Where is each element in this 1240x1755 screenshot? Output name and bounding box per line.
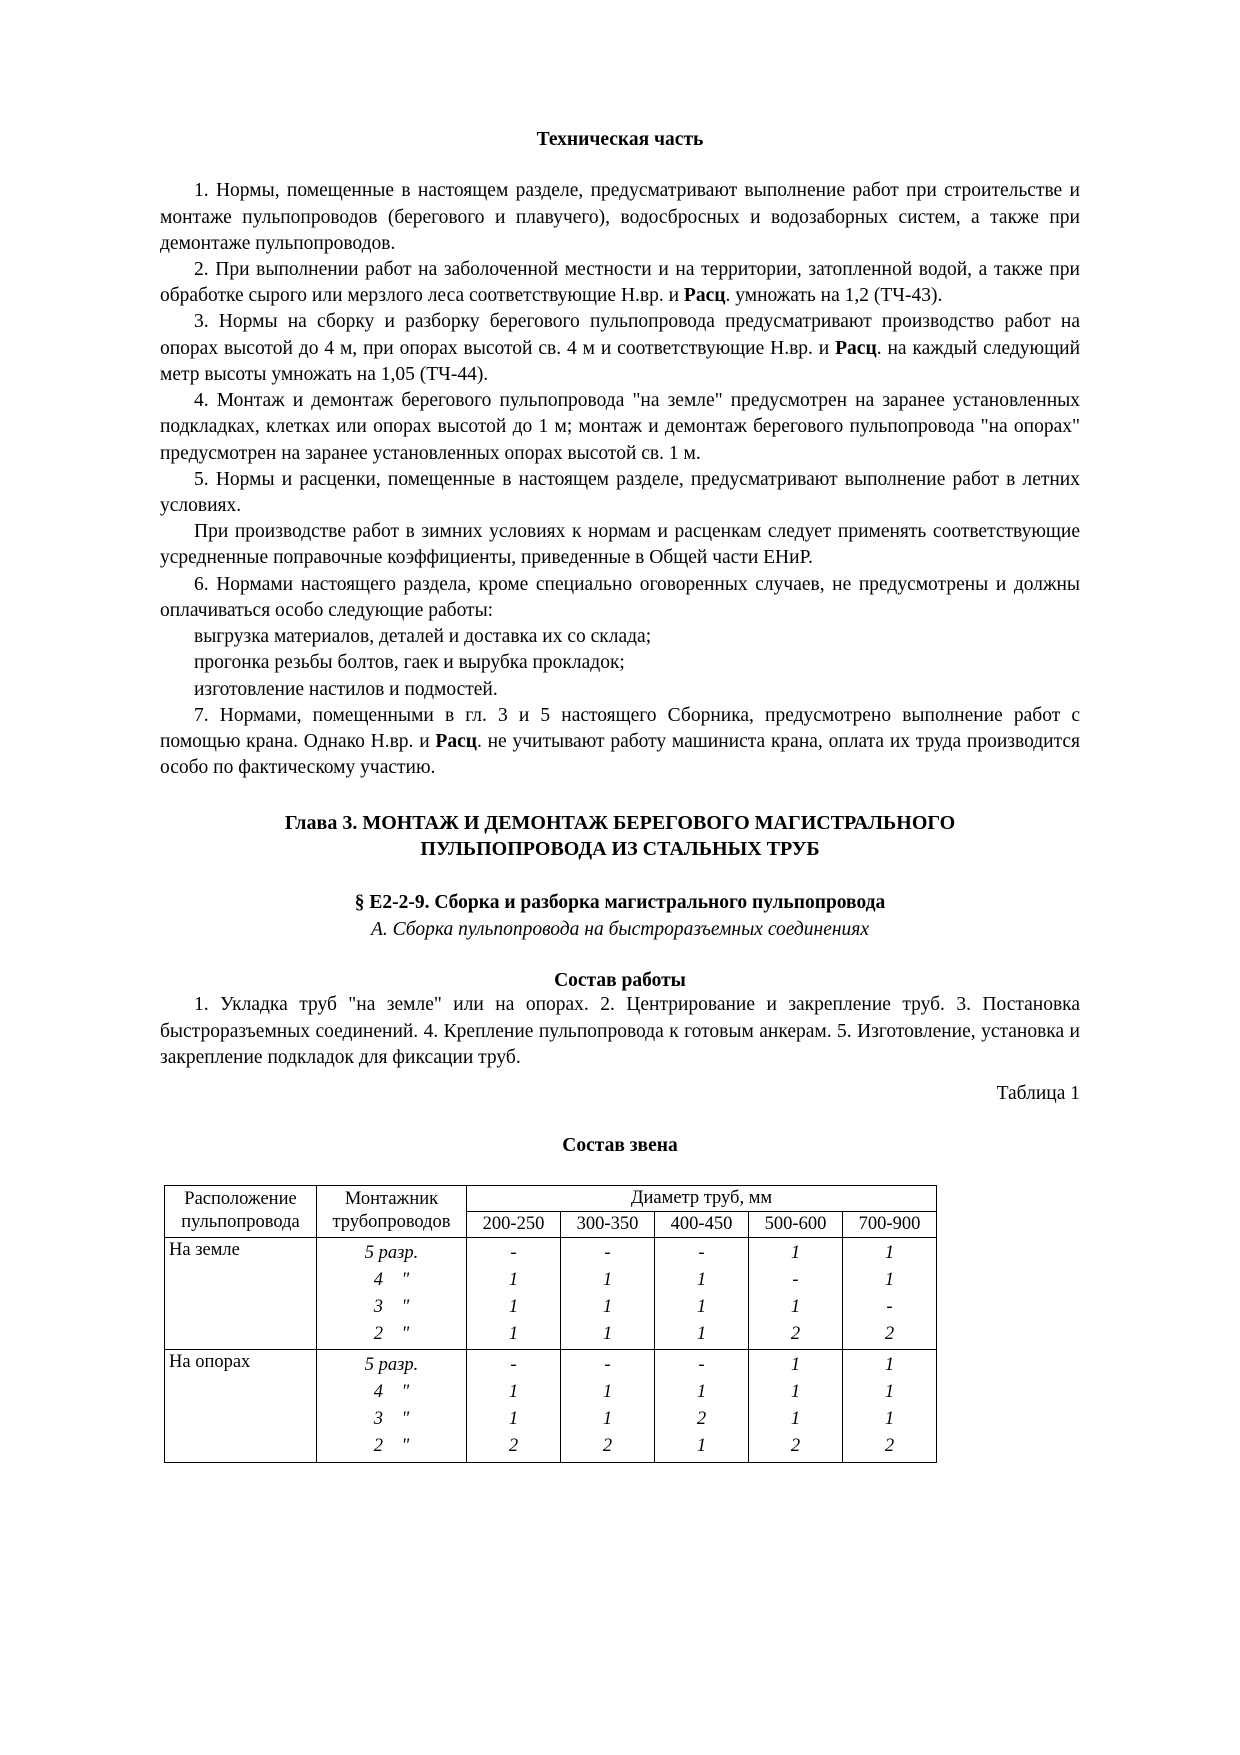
section-heading: § Е2-2-9. Сборка и разборка магистрального пульпопровода xyxy=(354,891,886,913)
rank-line: 5 разр. xyxy=(364,1355,419,1376)
table-number-label: Таблица 1 xyxy=(996,1083,1080,1105)
value-line: - xyxy=(886,1296,893,1317)
value-line: 2 xyxy=(884,1435,895,1456)
paragraph-2-text-b: . умножать на 1,2 (ТЧ-43). xyxy=(725,285,943,307)
paragraph-7-text: 6. Нормами настоящего раздела, кроме специально оговоренных случаев, не предусмотрены и должны оплачиваться особо следующие работы: xyxy=(160,573,1080,621)
value-line: 1 xyxy=(696,1323,707,1344)
cell-location-supports: На опорах xyxy=(165,1350,317,1462)
table-header-diameter-500-600: 500-600 xyxy=(749,1212,843,1238)
table-body xyxy=(165,1238,937,1463)
paragraph-3-text-a: 3. Нормы на сборку и разборку берегового пульпопровода предусматривают производство работ на опорах высотой до 4 м, при опорах высотой св. 4 м и соответствующие Н.вр. и xyxy=(160,311,1080,359)
cell-ranks-supports xyxy=(317,1350,467,1462)
table-header-diameter-700-900: 700-900 xyxy=(843,1212,937,1238)
value-line: 1 xyxy=(884,1382,895,1403)
rank-line: 4 " xyxy=(373,1269,410,1290)
paragraph-8-text-b: . не учитывают работу машиниста крана, оплата их труда производится особо по фактическому участию. xyxy=(160,730,1080,779)
crew-composition-table xyxy=(164,1185,937,1463)
list-item-decking xyxy=(160,677,1080,703)
value-line: - xyxy=(510,1243,517,1264)
paragraph-4-text: 4. Монтаж и демонтаж берегового пульпопровода "на земле" предусмотрен на заранее установленных подкладках, клетках или опорах высотой до 1 м; монтаж и демонтаж берегового пульпопровода "на опорах" предусмотрен на заранее установленных опорах высотой св. 1 м. xyxy=(160,390,1080,464)
list-item-threading xyxy=(160,650,1080,676)
chapter-heading-line-2: ПУЛЬПОПРОВОДА ИЗ СТАЛЬНЫХ ТРУБ xyxy=(420,837,820,860)
table-head xyxy=(165,1186,937,1238)
cell-values-ground-400-450 xyxy=(655,1238,749,1350)
paragraph-5 xyxy=(160,467,1080,519)
value-line: 1 xyxy=(602,1296,613,1317)
paragraph-1 xyxy=(160,178,1080,257)
rank-line: 4 " xyxy=(373,1382,410,1403)
rank-line: 3 " xyxy=(373,1296,410,1317)
paragraph-8-text-a: 7. Нормами, помещенными в гл. 3 и 5 настоящего Сборника, предусмотрено выполнение работ с помощью крана. Однако Н.вр. и xyxy=(160,704,1080,752)
cell-values-supports-700-900 xyxy=(843,1350,937,1462)
paragraph-6-text: При производстве работ в зимних условиях к нормам и расценкам следует применять соответствующие усредненные поправочные коэффициенты, приведенные в Общей части ЕНиР. xyxy=(160,521,1080,569)
value-line: 1 xyxy=(696,1382,707,1403)
value-line: 1 xyxy=(602,1269,613,1290)
crew-composition-title: Состав звена xyxy=(562,1135,678,1157)
chapter-heading-line-1: Глава 3. МОНТАЖ И ДЕМОНТАЖ БЕРЕГОВОГО МАГИСТРАЛЬНОГО xyxy=(284,812,956,835)
rank-line: 2 " xyxy=(373,1435,410,1456)
work-composition-title: Состав работы xyxy=(554,970,686,992)
list-item-unloading-text: выгрузка материалов, деталей и доставка их со склада; xyxy=(194,626,652,648)
value-line: - xyxy=(698,1243,705,1264)
paragraph-8 xyxy=(160,703,1080,782)
value-line: 1 xyxy=(696,1296,707,1317)
paragraph-6 xyxy=(160,519,1080,571)
value-line: 1 xyxy=(602,1323,613,1344)
cell-values-ground-300-350 xyxy=(561,1238,655,1350)
value-line: 1 xyxy=(602,1382,613,1403)
value-line: - xyxy=(510,1355,517,1376)
rank-line: 2 " xyxy=(373,1323,410,1344)
cell-values-supports-300-350 xyxy=(561,1350,655,1462)
value-line: - xyxy=(604,1243,611,1264)
cell-values-ground-200-250 xyxy=(467,1238,561,1350)
value-line: 1 xyxy=(508,1296,519,1317)
chapter-heading xyxy=(160,811,1080,861)
rank-line: 5 разр. xyxy=(364,1243,419,1264)
value-line: 1 xyxy=(602,1409,613,1429)
value-line: 1 xyxy=(508,1382,519,1403)
work-composition-text: 1. Укладка труб "на земле" или на опорах. 2. Центрирование и закрепление труб. 3. Постановка быстроразъемных соединений. 4. Крепление пульпопровода к готовым анкерам. 5. Изготовление, установка и закрепление подкладок для фиксации труб. xyxy=(160,994,1080,1068)
table-header-diameter-200-250: 200-250 xyxy=(467,1212,561,1238)
value-line: 1 xyxy=(508,1269,519,1290)
table-header-location: Расположение пульпопровода xyxy=(165,1186,317,1238)
cell-ranks-ground xyxy=(317,1238,467,1350)
cell-values-supports-400-450 xyxy=(655,1350,749,1462)
paragraph-3-text-b: . на каждый следующий метр высоты умножать на 1,05 (ТЧ-44). xyxy=(160,337,1081,385)
table-row xyxy=(165,1350,937,1462)
value-line: 2 xyxy=(508,1435,519,1456)
value-line: 1 xyxy=(884,1409,895,1429)
value-line: 1 xyxy=(884,1269,895,1290)
value-line: 1 xyxy=(790,1243,801,1264)
cell-values-supports-500-600 xyxy=(749,1350,843,1462)
paragraph-3 xyxy=(160,309,1080,388)
list-item-decking-text: изготовление настилов и подмостей. xyxy=(194,678,498,700)
value-line: 2 xyxy=(602,1435,613,1456)
value-line: - xyxy=(792,1269,799,1290)
section-subheading: А. Сборка пульпопровода на быстроразъемных соединениях xyxy=(370,919,870,941)
paragraph-1-text: 1. Нормы, помещенные в настоящем разделе, предусматривают выполнение работ при строительстве и монтаже пульпопроводов (берегового и плавучего), водосбросных и водозаборных систем, а также при демонтаже пульпопроводов. xyxy=(160,180,1080,254)
value-line: 2 xyxy=(790,1323,801,1344)
value-line: 1 xyxy=(790,1382,801,1403)
paragraph-2 xyxy=(160,257,1080,309)
value-line: 1 xyxy=(884,1243,895,1264)
paragraph-3-bold: Расц xyxy=(835,337,877,359)
value-line: 1 xyxy=(790,1296,801,1317)
table-header-diameter-400-450: 400-450 xyxy=(655,1212,749,1238)
paragraph-8-bold: Расц xyxy=(435,730,477,752)
value-line: 1 xyxy=(790,1409,801,1429)
table-header-row-1 xyxy=(165,1186,937,1212)
cell-values-ground-500-600 xyxy=(749,1238,843,1350)
value-line: 1 xyxy=(696,1269,707,1290)
list-item-threading-text: прогонка резьбы болтов, гаек и вырубка прокладок; xyxy=(194,652,625,674)
table-header-diameter-group: Диаметр труб, мм xyxy=(467,1186,937,1212)
value-line: 2 xyxy=(790,1435,801,1456)
list-item-unloading xyxy=(160,624,1080,650)
value-line: 1 xyxy=(790,1355,801,1376)
value-line: - xyxy=(604,1355,611,1376)
cell-values-ground-700-900 xyxy=(843,1238,937,1350)
cell-values-supports-200-250 xyxy=(467,1350,561,1462)
page-title: Техническая часть xyxy=(536,129,704,150)
value-line: 1 xyxy=(884,1355,895,1376)
table-header-diameter-300-350: 300-350 xyxy=(561,1212,655,1238)
cell-location-ground: На земле xyxy=(165,1238,317,1350)
value-line: 2 xyxy=(884,1323,895,1344)
paragraph-5-text: 5. Нормы и расценки, помещенные в настоящем разделе, предусматривают выполнение работ в летних условиях. xyxy=(160,468,1080,516)
value-line: 1 xyxy=(696,1435,707,1456)
table-row xyxy=(165,1238,937,1350)
value-line: - xyxy=(698,1355,705,1376)
value-line: 1 xyxy=(508,1323,519,1344)
paragraph-2-text-a: 2. При выполнении работ на заболоченной местности и на территории, затопленной водой, а также при обработке сырого или мерзлого леса соответствующие Н.вр. и xyxy=(160,259,1080,307)
paragraph-4 xyxy=(160,388,1080,467)
value-line: 1 xyxy=(508,1409,519,1429)
rank-line: 3 " xyxy=(373,1409,410,1429)
paragraph-7 xyxy=(160,572,1080,624)
value-line: 2 xyxy=(696,1409,707,1429)
table-header-fitter: Монтажник трубопроводов xyxy=(317,1186,467,1238)
paragraph-2-bold: Расц xyxy=(683,285,726,307)
